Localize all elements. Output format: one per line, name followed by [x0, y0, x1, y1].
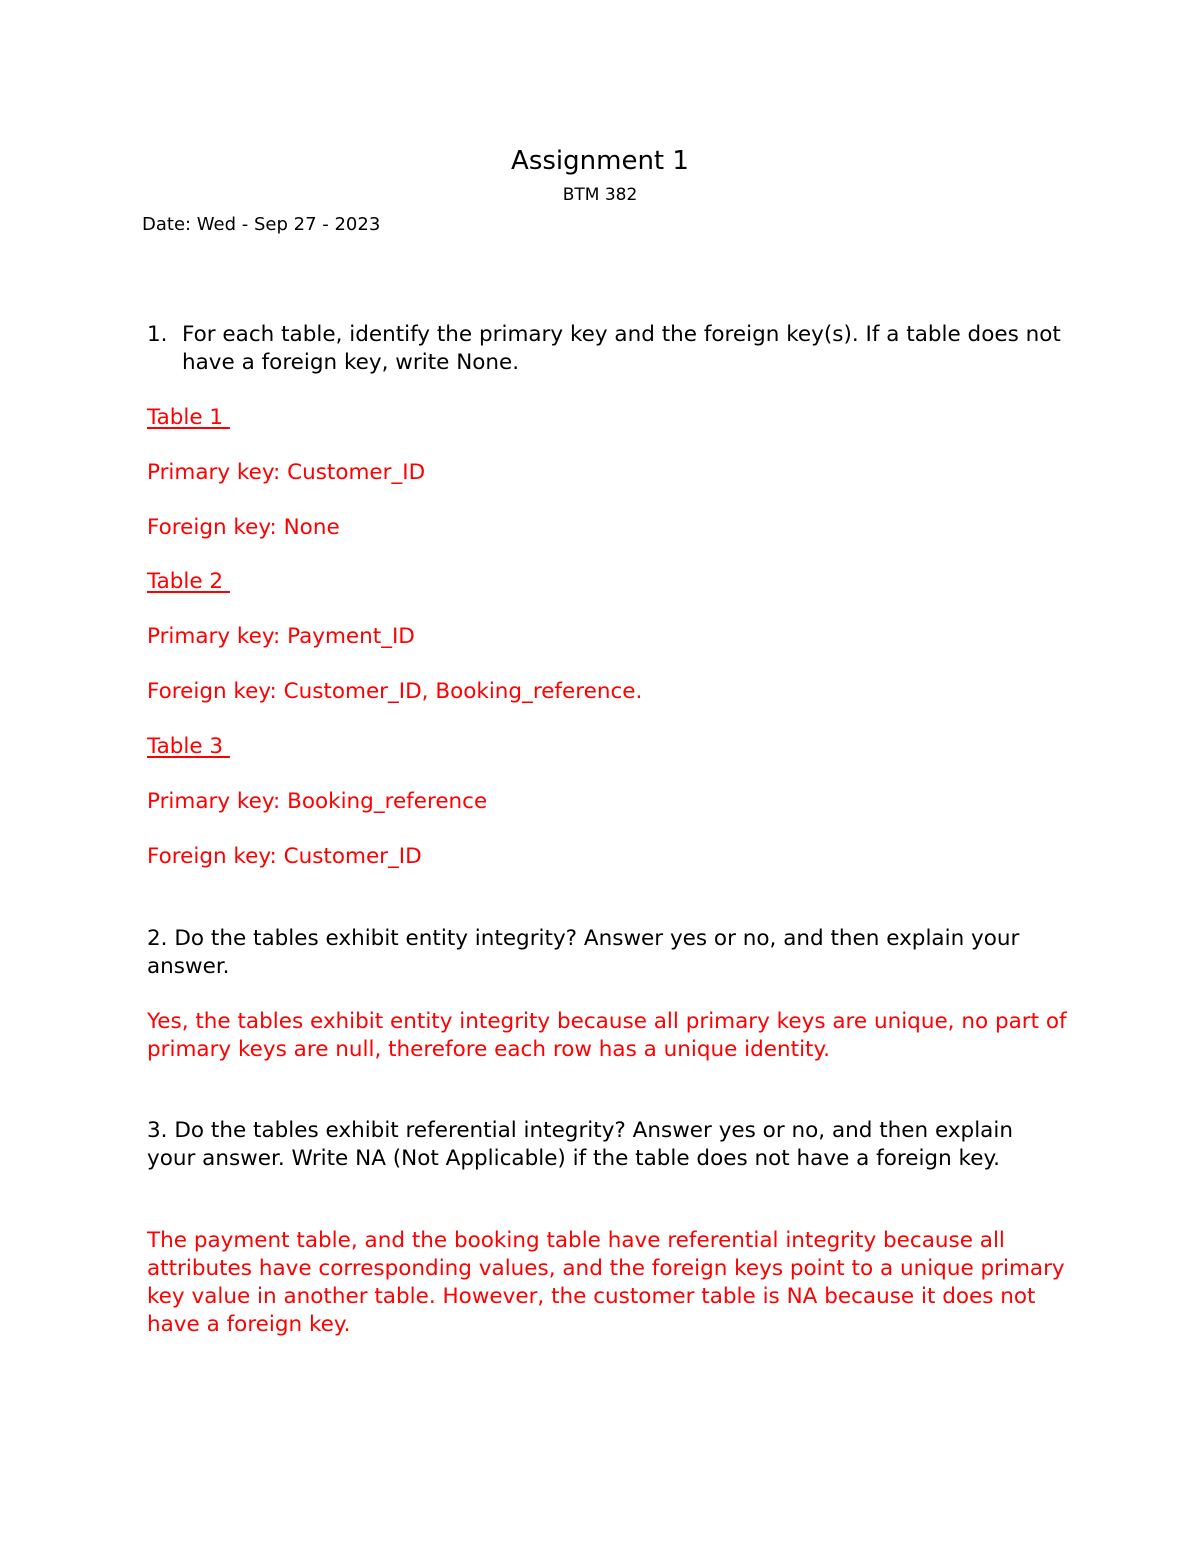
- table-2-foreign-key: Foreign key: Customer_ID, Booking_reference.: [147, 679, 643, 704]
- question-1-number: 1.: [147, 322, 168, 347]
- course-code: BTM 382: [562, 185, 638, 205]
- table-1-primary-key: Primary key: Customer_ID: [147, 460, 426, 485]
- document-date: Date: Wed - Sep 27 - 2023: [142, 214, 381, 235]
- question-1-text: For each table, identify the primary key and the foreign key(s). If a table does not have a foreign key, write None.: [182, 322, 1061, 375]
- document-title: Assignment 1: [511, 146, 689, 176]
- table-3-heading: Table 3: [147, 734, 230, 759]
- table-1-heading: Table 1: [147, 405, 230, 430]
- question-2-text: 2. Do the tables exhibit entity integrity? Answer yes or no, and then explain your answer.: [147, 926, 1020, 979]
- question-2-answer: Yes, the tables exhibit entity integrity because all primary keys are unique, no part of primary keys are null, therefore each row has a unique identity.: [147, 1009, 1067, 1062]
- table-2-primary-key: Primary key: Payment_ID: [147, 624, 415, 649]
- table-3-primary-key: Primary key: Booking_reference: [147, 789, 488, 814]
- table-2-heading: Table 2: [147, 569, 230, 594]
- table-3-foreign-key: Foreign key: Customer_ID: [147, 844, 422, 869]
- question-3-answer: The payment table, and the booking table have referential integrity because all attributes have corresponding values, and the foreign keys point to a unique primary key value in another table. However, the customer table is NA because it does not have a foreign key.: [147, 1228, 1065, 1337]
- question-1: [147, 321, 1067, 377]
- question-3-text: 3. Do the tables exhibit referential integrity? Answer yes or no, and then explain your answer. Write NA (Not Applicable) if the table does not have a foreign key.: [147, 1118, 1013, 1171]
- table-1-foreign-key: Foreign key: None: [147, 515, 340, 540]
